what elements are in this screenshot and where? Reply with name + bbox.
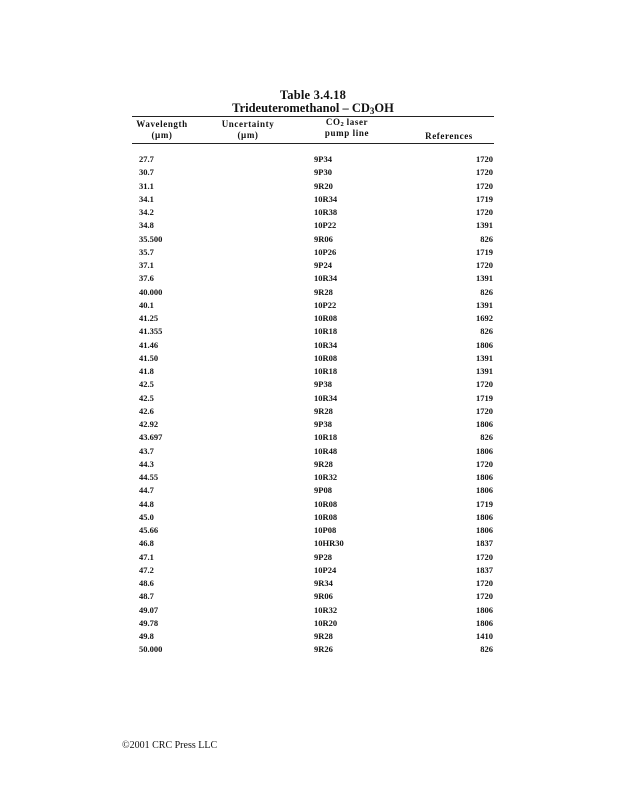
table-row [0,286,617,299]
column-header-pump-line-sublabel: pump line [324,128,370,138]
cell-wavelength: 44.55 [139,472,159,482]
table-header-bottom-rule [132,143,494,144]
cell-wavelength: 31.1 [139,180,154,191]
cell-wavelength: 35.500 [139,233,163,244]
cell-wavelength: 50.000 [139,644,163,655]
cell-pump-line: 10P26 [314,246,337,257]
table-row [0,630,617,643]
table-row [0,259,617,272]
table-title: Table 3.4.18 [279,88,347,102]
table-row [0,219,617,232]
table-row [0,643,617,656]
cell-reference: 1391 [476,273,493,284]
column-header-uncertainty-label: Uncertainty [221,119,275,129]
cell-wavelength: 49.07 [139,604,159,615]
cell-pump-line: 9R06 [314,591,333,602]
co2-suffix: laser [343,117,369,127]
cell-wavelength: 40.1 [139,299,154,310]
table-subtitle-main: Trideuteromethanol – CD [232,101,370,115]
cell-pump-line: 9P28 [314,551,332,562]
cell-reference: 1720 [476,578,493,588]
table-row [0,365,617,378]
cell-reference: 826 [480,432,493,443]
cell-pump-line: 10R20 [314,617,338,628]
cell-reference: 1806 [476,485,493,496]
cell-wavelength: 47.2 [139,564,154,575]
table-row [0,299,617,312]
cell-pump-line: 9R28 [314,405,333,416]
table-row [0,498,617,511]
cell-pump-line: 9R28 [314,286,333,297]
cell-reference: 1720 [476,154,493,164]
cell-pump-line: 10R08 [314,511,338,522]
cell-wavelength: 49.8 [139,631,154,641]
table-row [0,604,617,617]
table-row [0,166,617,179]
cell-wavelength: 44.7 [139,485,154,496]
cell-reference: 1806 [476,511,493,522]
table-row [0,312,617,325]
cell-wavelength: 45.0 [139,511,154,522]
cell-reference: 1391 [476,220,493,231]
cell-pump-line: 10P22 [314,299,337,310]
column-header-references: References [425,131,473,141]
table-row [0,537,617,550]
co2-subscript: 2 [340,121,344,128]
cell-reference: 826 [480,644,493,655]
cell-wavelength: 41.50 [139,352,159,363]
table-row [0,551,617,564]
cell-pump-line: 9R28 [314,631,333,641]
cell-reference: 1720 [476,551,493,562]
cell-pump-line: 10R34 [314,273,338,284]
table-row [0,418,617,431]
cell-wavelength: 43.7 [139,445,154,456]
cell-wavelength: 41.46 [139,339,159,350]
cell-reference: 1806 [476,472,493,482]
table-row [0,206,617,219]
cell-pump-line: 10R38 [314,207,338,217]
column-header-wavelength [124,119,200,141]
table-row [0,590,617,603]
table-row [0,484,617,497]
table-row [0,233,617,246]
cell-pump-line: 10R18 [314,432,338,443]
column-header-wavelength-label: Wavelength [136,119,188,129]
cell-pump-line: 10R08 [314,498,338,509]
cell-wavelength: 35.7 [139,246,154,257]
cell-wavelength: 42.5 [139,392,154,403]
cell-wavelength: 43.697 [139,432,163,443]
column-header-wavelength-unit: (µm) [151,130,173,140]
cell-wavelength: 30.7 [139,167,154,178]
cell-reference: 1720 [476,260,493,270]
table-subtitle-subscript: 3 [369,106,375,116]
table-row [0,378,617,391]
cell-wavelength: 46.8 [139,538,154,549]
cell-reference: 1391 [476,352,493,363]
cell-reference: 1806 [476,445,493,456]
cell-wavelength: 41.25 [139,313,159,323]
table-row [0,431,617,444]
cell-reference: 1391 [476,366,493,376]
table-row [0,577,617,590]
cell-pump-line: 10P22 [314,220,337,231]
cell-wavelength: 37.6 [139,273,154,284]
cell-wavelength: 41.8 [139,366,154,376]
table-row [0,153,617,166]
cell-wavelength: 47.1 [139,551,154,562]
cell-reference: 1719 [476,392,493,403]
cell-wavelength: 27.7 [139,154,154,164]
cell-reference: 1720 [476,405,493,416]
table-row [0,180,617,193]
cell-pump-line: 10R34 [314,339,338,350]
table-row [0,564,617,577]
cell-wavelength: 34.8 [139,220,154,231]
cell-wavelength: 44.3 [139,458,154,469]
copyright-footer: ©2001 CRC Press LLC [122,740,218,751]
cell-wavelength: 37.1 [139,260,154,270]
cell-pump-line: 9R28 [314,458,333,469]
cell-pump-line: 9P08 [314,485,332,496]
table-row [0,272,617,285]
cell-reference: 1720 [476,591,493,602]
cell-pump-line: 10P08 [314,525,337,535]
cell-wavelength: 42.92 [139,419,159,429]
table-row [0,511,617,524]
table-row [0,325,617,338]
cell-wavelength: 42.6 [139,405,154,416]
cell-pump-line: 10P24 [314,564,337,575]
table-row [0,246,617,259]
table-body [0,153,617,657]
cell-pump-line: 9P34 [314,154,332,164]
cell-pump-line: 10R08 [314,352,338,363]
cell-wavelength: 48.6 [139,578,154,588]
cell-reference: 1837 [476,564,493,575]
table-row [0,339,617,352]
cell-wavelength: 34.1 [139,193,154,204]
cell-pump-line: 10R18 [314,366,338,376]
table-subtitle [132,102,494,115]
cell-wavelength: 48.7 [139,591,154,602]
table-row [0,617,617,630]
cell-pump-line: 9P38 [314,419,332,429]
table-subtitle-tail: OH [374,101,394,115]
cell-reference: 1719 [476,246,493,257]
cell-wavelength: 42.5 [139,379,154,390]
cell-reference: 1837 [476,538,493,549]
cell-pump-line: 10R32 [314,472,338,482]
column-header-pump-line [305,117,389,139]
table-row [0,352,617,365]
cell-reference: 1720 [476,458,493,469]
cell-wavelength: 44.8 [139,498,154,509]
cell-reference: 826 [480,286,493,297]
cell-wavelength: 45.66 [139,525,159,535]
cell-pump-line: 9R34 [314,578,333,588]
cell-reference: 1719 [476,498,493,509]
cell-pump-line: 9P24 [314,260,332,270]
cell-reference: 1806 [476,617,493,628]
table-row [0,392,617,405]
cell-wavelength: 41.355 [139,326,163,337]
cell-reference: 1391 [476,299,493,310]
column-header-pump-line-label [305,117,389,128]
cell-pump-line: 9P30 [314,167,332,178]
co2-prefix: CO [325,117,341,127]
cell-pump-line: 10R34 [314,392,338,403]
cell-reference: 1806 [476,604,493,615]
cell-reference: 1692 [476,313,493,323]
cell-reference: 1806 [476,525,493,535]
cell-pump-line: 9P38 [314,379,332,390]
column-header-uncertainty-unit: (µm) [237,130,259,140]
cell-reference: 1720 [476,379,493,390]
cell-pump-line: 10R08 [314,313,338,323]
cell-reference: 1806 [476,419,493,429]
cell-pump-line: 9R26 [314,644,333,655]
cell-pump-line: 10R18 [314,326,338,337]
cell-reference: 826 [480,326,493,337]
cell-pump-line: 10HR30 [314,538,344,549]
cell-wavelength: 34.2 [139,207,154,217]
table-row [0,458,617,471]
cell-pump-line: 9R06 [314,233,333,244]
cell-pump-line: 10R34 [314,193,338,204]
cell-pump-line: 10R32 [314,604,338,615]
table-row [0,193,617,206]
table-row [0,471,617,484]
cell-reference: 1719 [476,193,493,204]
cell-reference: 826 [480,233,493,244]
column-header-uncertainty [208,119,288,141]
cell-reference: 1720 [476,207,493,217]
cell-wavelength: 49.78 [139,617,159,628]
table-row [0,524,617,537]
cell-wavelength: 40.000 [139,286,163,297]
cell-reference: 1410 [476,631,493,641]
cell-reference: 1720 [476,180,493,191]
cell-reference: 1720 [476,167,493,178]
cell-reference: 1806 [476,339,493,350]
table-row [0,445,617,458]
table-row [0,405,617,418]
cell-pump-line: 9R20 [314,180,333,191]
cell-pump-line: 10R48 [314,445,338,456]
